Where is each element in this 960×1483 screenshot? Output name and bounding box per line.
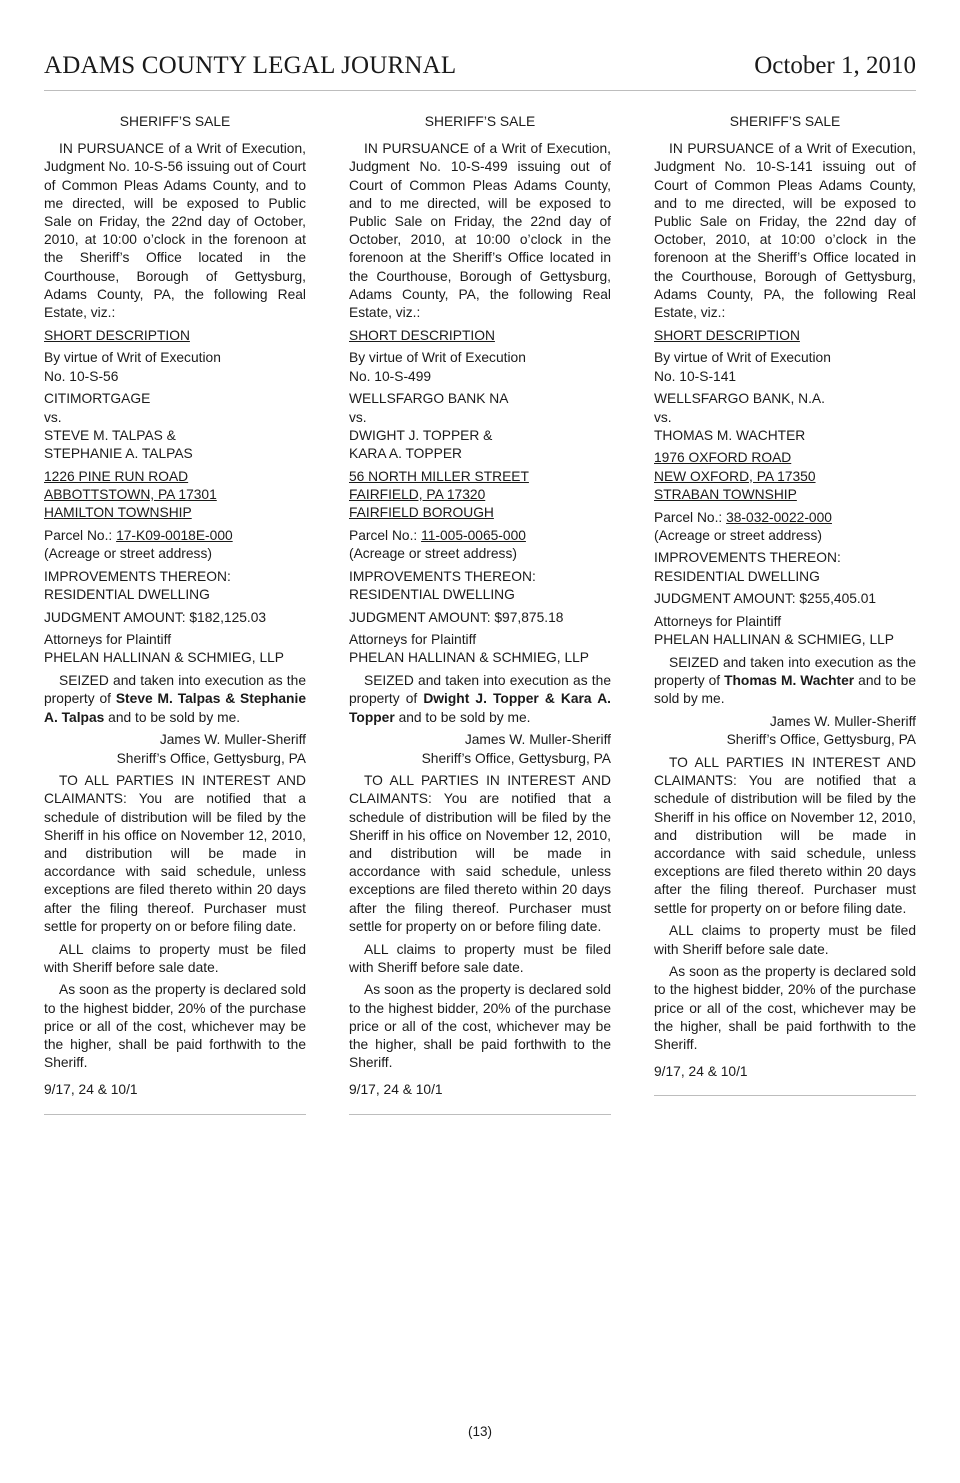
attorneys-label: Attorneys for Plaintiff	[349, 632, 477, 648]
notice-intro: IN PURSUANCE of a Writ of Execution, Judgment No. 10-S-499 issuing out of Court of Common Pleas Adams County, and to me directed, will be exposed to Public Sale on Friday, the 22nd day of October, 2010, at 10:00 o’clock in the forenoon at the Sheriff’s Office located in the Courthouse, Borough of Gettysburg, Adams County, PA, the following Real Estate, viz.:	[349, 141, 611, 321]
notice-column-2	[349, 113, 611, 1115]
publication-dates: 9/17, 24 & 10/1	[349, 1082, 443, 1098]
improvements-block	[44, 568, 306, 604]
parcel-number: 11-005-0065-000	[421, 527, 526, 543]
judgment-amount: JUDGMENT AMOUNT: $255,405.01	[654, 591, 877, 607]
notice-divider	[349, 1114, 611, 1115]
address-line-3: FAIRFIELD BOROUGH	[349, 505, 494, 521]
notice-divider	[44, 1114, 306, 1115]
address-line-3: STRABAN TOWNSHIP	[654, 486, 797, 502]
address-line-1: 56 NORTH MILLER STREET	[349, 468, 529, 484]
sheriff-office: Sheriff’s Office, Gettysburg, PA	[726, 732, 916, 748]
writ-number: No. 10-S-499	[349, 368, 432, 384]
bidder-notice: As soon as the property is declared sold to the highest bidder, 20% of the purchase price or all of the cost, whichever may be the higher, shall be paid forthwith to the Sheriff.	[654, 964, 916, 1053]
sheriff-office: Sheriff’s Office, Gettysburg, PA	[421, 750, 611, 766]
defendant-line-1: STEVE M. TALPAS &	[44, 427, 176, 443]
notice-heading: SHERIFF’S SALE	[119, 114, 231, 129]
improvements-value: RESIDENTIAL DWELLING	[654, 568, 820, 584]
acreage-note: (Acreage or street address)	[349, 545, 517, 561]
notice-heading: SHERIFF’S SALE	[729, 114, 841, 129]
property-address	[44, 468, 306, 523]
address-line-2: FAIRFIELD, PA 17320	[349, 486, 486, 502]
seized-owner: Dwight J. Topper & Kara A. Topper	[349, 691, 611, 725]
bidder-notice: As soon as the property is declared sold to the highest bidder, 20% of the purchase price or all of the cost, whichever may be the higher, shall be paid forthwith to the Sheriff.	[44, 982, 306, 1071]
seized-statement	[654, 654, 916, 709]
short-description-label: SHORT DESCRIPTION	[349, 327, 495, 343]
plaintiff: WELLSFARGO BANK, N.A.	[654, 391, 825, 407]
versus: vs.	[44, 409, 62, 425]
improvements-label: IMPROVEMENTS THEREON:	[349, 568, 536, 584]
claims-notice: ALL claims to property must be filed with Sheriff before sale date.	[44, 941, 306, 975]
seized-tail: and to be sold by me.	[394, 709, 531, 725]
parties-block	[44, 390, 306, 463]
issue-date: October 1, 2010	[754, 52, 916, 79]
signature-block	[44, 731, 306, 767]
versus: vs.	[654, 409, 672, 425]
seized-statement	[44, 672, 306, 727]
improvements-block	[654, 549, 916, 585]
attorneys-label: Attorneys for Plaintiff	[44, 632, 172, 648]
parties-block	[654, 390, 916, 445]
defendant-line-1: THOMAS M. WACHTER	[654, 427, 806, 443]
parcel-block	[349, 527, 611, 563]
sheriff-office: Sheriff’s Office, Gettysburg, PA	[116, 750, 306, 766]
parties-block	[349, 390, 611, 463]
parcel-label: Parcel No.:	[349, 527, 422, 543]
seized-statement	[349, 672, 611, 727]
claims-notice: ALL claims to property must be filed with Sheriff before sale date.	[654, 923, 916, 957]
seized-tail: and to be sold by me.	[104, 709, 241, 725]
parcel-label: Parcel No.:	[44, 527, 117, 543]
seized-text: SEIZED and taken into execution as the property of	[349, 673, 611, 707]
attorneys-name: PHELAN HALLINAN & SCHMIEG, LLP	[654, 632, 894, 648]
sheriff-name: James W. Muller-Sheriff	[464, 732, 611, 748]
seized-owner: Steve M. Talpas & Stephanie A. Talpas	[44, 691, 306, 725]
property-address	[349, 468, 611, 523]
attorneys-block	[654, 613, 916, 649]
address-line-3: HAMILTON TOWNSHIP	[44, 505, 192, 521]
parties-notice: TO ALL PARTIES IN INTEREST AND CLAIMANTS: You are notified that a schedule of distribution will be filed by the Sheriff in his office on November 12, 2010, and distribution will be made in accordance with said schedule, unless exceptions are filed thereto within 20 days after the filing thereof. Purchaser must settle for property on or before filing date.	[349, 773, 611, 934]
parcel-number: 38-032-0022-000	[726, 509, 832, 525]
address-line-2: ABBOTTSTOWN, PA 17301	[44, 486, 217, 502]
improvements-label: IMPROVEMENTS THEREON:	[654, 550, 841, 566]
notice-intro: IN PURSUANCE of a Writ of Execution, Judgment No. 10-S-141 issuing out of Court of Common Pleas Adams County, and to me directed, will be exposed to Public Sale on Friday, the 22nd day of October, 2010, at 10:00 o’clock in the forenoon at the Sheriff’s Office located in the Courthouse, Borough of Gettysburg, Adams County, PA, the following Real Estate, viz.:	[654, 141, 916, 321]
writ-block	[349, 349, 611, 385]
judgment-amount: JUDGMENT AMOUNT: $97,875.18	[349, 609, 564, 625]
short-description-label: SHORT DESCRIPTION	[654, 327, 800, 343]
notice-divider	[654, 1095, 916, 1096]
address-line-2: NEW OXFORD, PA 17350	[654, 468, 816, 484]
parcel-block	[44, 527, 306, 563]
journal-title: ADAMS COUNTY LEGAL JOURNAL	[44, 52, 457, 79]
seized-tail: and to be sold by me.	[654, 673, 916, 707]
writ-line: By virtue of Writ of Execution	[44, 350, 221, 366]
judgment-amount: JUDGMENT AMOUNT: $182,125.03	[44, 609, 267, 625]
sheriff-name: James W. Muller-Sheriff	[159, 732, 306, 748]
signature-block	[349, 731, 611, 767]
notice-heading: SHERIFF’S SALE	[424, 114, 536, 129]
sheriff-name: James W. Muller-Sheriff	[769, 714, 916, 730]
improvements-value: RESIDENTIAL DWELLING	[349, 586, 515, 602]
address-line-1: 1226 PINE RUN ROAD	[44, 468, 189, 484]
acreage-note: (Acreage or street address)	[44, 545, 212, 561]
attorneys-name: PHELAN HALLINAN & SCHMIEG, LLP	[44, 650, 284, 666]
page-number: (13)	[467, 1424, 492, 1439]
improvements-label: IMPROVEMENTS THEREON:	[44, 568, 231, 584]
improvements-value: RESIDENTIAL DWELLING	[44, 586, 210, 602]
parcel-block	[654, 509, 916, 545]
attorneys-block	[44, 631, 306, 667]
parcel-label: Parcel No.:	[654, 509, 727, 525]
writ-block	[44, 349, 306, 385]
seized-text: SEIZED and taken into execution as the property of	[44, 673, 306, 707]
seized-text: SEIZED and taken into execution as the property of	[654, 654, 916, 689]
writ-line: By virtue of Writ of Execution	[349, 350, 526, 366]
defendant-line-2: STEPHANIE A. TALPAS	[44, 445, 193, 461]
journal-header	[44, 50, 916, 91]
attorneys-block	[349, 631, 611, 667]
parties-notice: TO ALL PARTIES IN INTEREST AND CLAIMANTS: You are notified that a schedule of distribution will be filed by the Sheriff in his office on November 12, 2010, and distribution will be made in accordance with said schedule, unless exceptions are filed thereto within 20 days after the filing thereof. Purchaser must settle for property on or before filing date.	[44, 773, 306, 934]
seized-owner: Thomas M. Wachter	[724, 673, 855, 689]
claims-notice: ALL claims to property must be filed with Sheriff before sale date.	[349, 941, 611, 975]
address-line-1: 1976 OXFORD ROAD	[654, 450, 792, 466]
defendant-line-1: DWIGHT J. TOPPER &	[349, 427, 493, 443]
parcel-number: 17-K09-0018E-000	[116, 527, 233, 543]
improvements-block	[349, 568, 611, 604]
bidder-notice: As soon as the property is declared sold to the highest bidder, 20% of the purchase price or all of the cost, whichever may be the higher, shall be paid forthwith to the Sheriff.	[349, 982, 611, 1071]
writ-number: No. 10-S-56	[44, 368, 119, 384]
defendant-line-2: KARA A. TOPPER	[349, 445, 462, 461]
short-description-label: SHORT DESCRIPTION	[44, 327, 190, 343]
notice-column-3	[654, 113, 916, 1096]
signature-block	[654, 713, 916, 749]
writ-block	[654, 349, 916, 385]
writ-number: No. 10-S-141	[654, 368, 737, 384]
parties-notice: TO ALL PARTIES IN INTEREST AND CLAIMANTS: You are notified that a schedule of distribution will be filed by the Sheriff in his office on November 12, 2010, and distribution will be made in accordance with said schedule, unless exceptions are filed thereto within 20 days after the filing thereof. Purchaser must settle for property on or before filing date.	[654, 755, 916, 916]
attorneys-label: Attorneys for Plaintiff	[654, 614, 782, 630]
attorneys-name: PHELAN HALLINAN & SCHMIEG, LLP	[349, 650, 589, 666]
acreage-note: (Acreage or street address)	[654, 527, 822, 543]
notice-intro: IN PURSUANCE of a Writ of Execution, Judgment No. 10-S-56 issuing out of Court of Common Pleas Adams County, and to me directed, will be exposed to Public Sale on Friday, the 22nd day of October, 2010, at 10:00 o’clock in the forenoon at the Sheriff’s Office located in the Courthouse, Borough of Gettysburg, Adams County, PA, the following Real Estate, viz.:	[44, 141, 306, 321]
plaintiff: CITIMORTGAGE	[44, 391, 151, 407]
publication-dates: 9/17, 24 & 10/1	[44, 1082, 138, 1098]
plaintiff: WELLSFARGO BANK NA	[349, 391, 509, 407]
writ-line: By virtue of Writ of Execution	[654, 350, 831, 366]
versus: vs.	[349, 409, 367, 425]
notice-column-1	[44, 113, 306, 1115]
publication-dates: 9/17, 24 & 10/1	[654, 1064, 748, 1080]
property-address	[654, 449, 916, 504]
